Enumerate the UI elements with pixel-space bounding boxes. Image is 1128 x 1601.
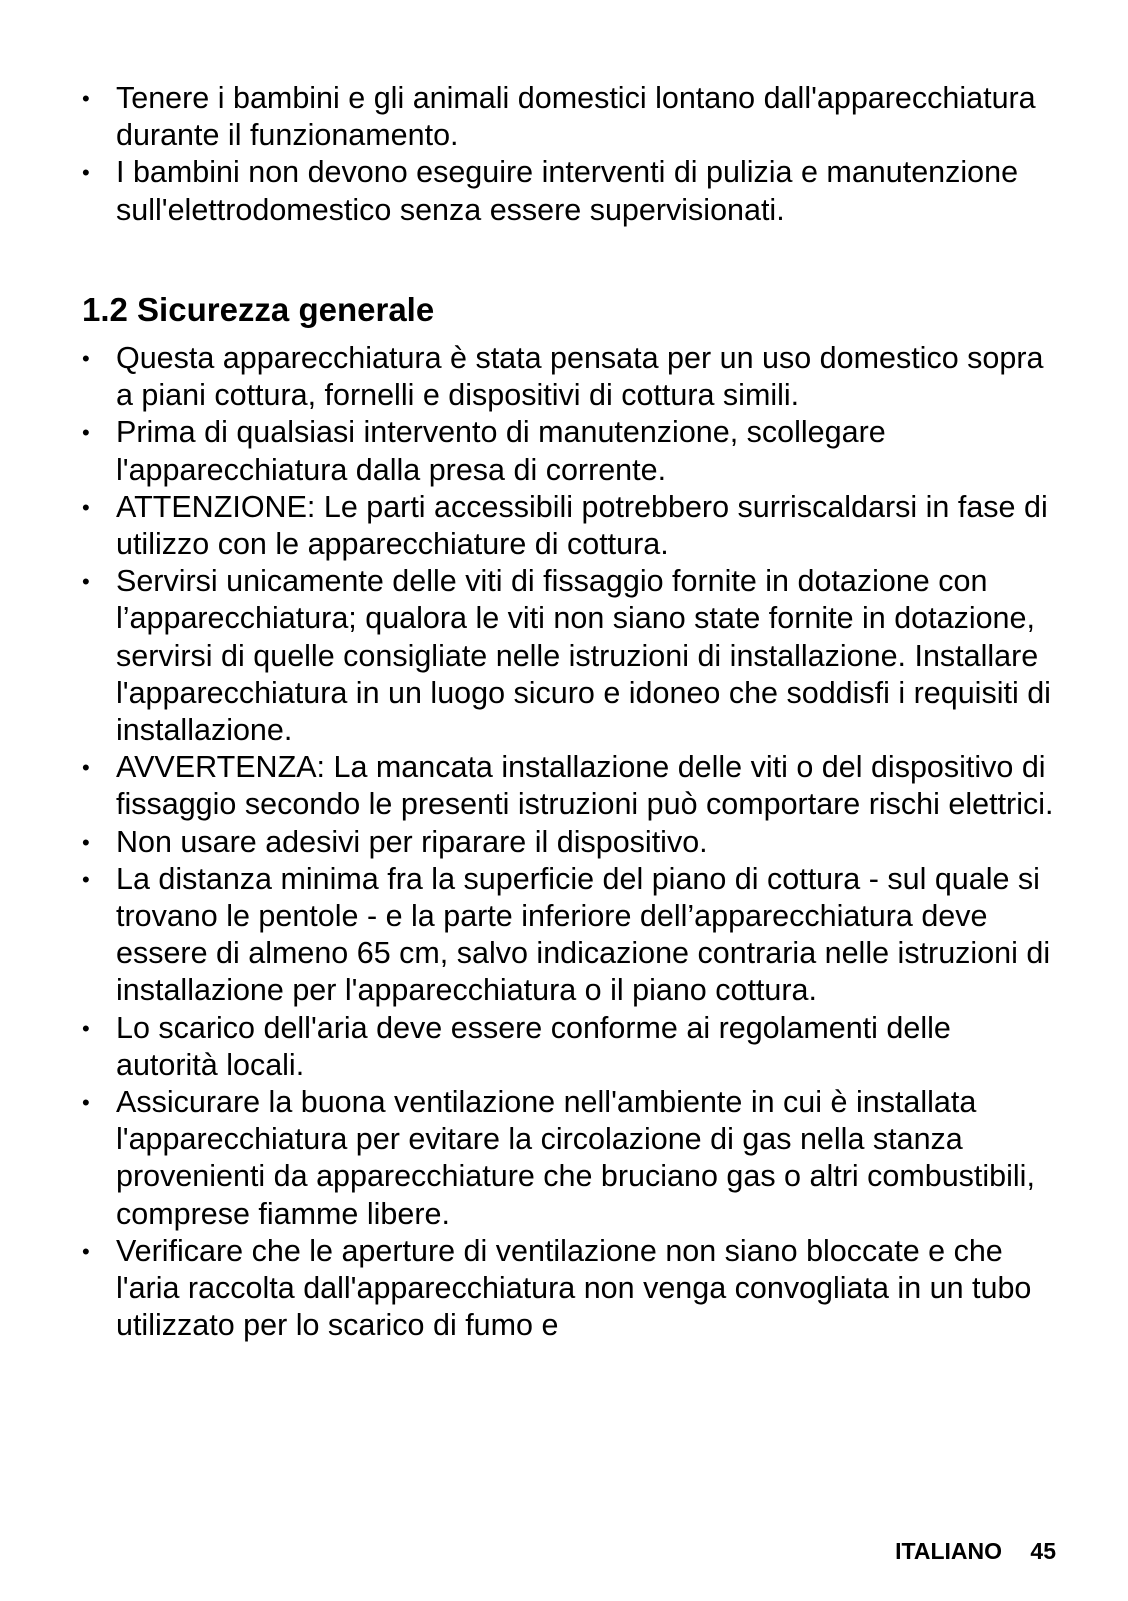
section-heading: 1.2 Sicurezza generale	[82, 291, 435, 328]
list-item-text: Questa apparecchiatura è stata pensata per un uso domestico sopra a piani cottura, fornelli e dispositivi di cottura simili.	[116, 341, 1044, 413]
bullet-icon: •	[82, 346, 90, 371]
list-item	[82, 1233, 1058, 1345]
bullet-icon: •	[82, 829, 90, 855]
footer-language: ITALIANO	[895, 1538, 1003, 1564]
list-item	[82, 824, 1058, 861]
list-item-text: Non usare adesivi per riparare il dispositivo.	[116, 824, 708, 859]
page-number: 45	[1030, 1538, 1056, 1564]
bullet-icon: •	[82, 494, 90, 520]
list-item-text: Lo scarico dell'aria deve essere conforme ai regolamenti delle autorità locali.	[116, 1010, 951, 1082]
list-item	[82, 563, 1058, 749]
list-item	[82, 861, 1058, 1010]
safety-bullet-list	[82, 340, 1058, 1344]
list-item	[82, 489, 1058, 563]
list-item-text: Prima di qualsiasi intervento di manutenzione, scollegare l'apparecchiatura dalla presa di corrente.	[116, 415, 886, 487]
list-item	[82, 80, 1058, 154]
intro-bullet-list	[82, 80, 1058, 229]
list-item-text: Servirsi unicamente delle viti di fissaggio fornite in dotazione con l’apparecchiatura; qualora le viti non siano state fornite in dotazione, servirsi di quelle consigliate nelle istruzioni di installazione. Installare l'apparecchiatura in un luogo sicuro e idoneo che soddisfi i requisiti di installazione.	[116, 564, 1051, 748]
bullet-icon: •	[82, 160, 90, 186]
bullet-icon: •	[82, 420, 90, 446]
bullet-icon: •	[82, 569, 90, 595]
bullet-icon: •	[82, 1015, 90, 1041]
bullet-icon: •	[82, 866, 90, 892]
list-item-text: AVVERTENZA: La mancata installazione delle viti o del dispositivo di fissaggio secondo le presenti istruzioni può comportare rischi elettrici.	[116, 750, 1054, 822]
list-item-text: I bambini non devono eseguire interventi di pulizia e manutenzione sull'elettrodomestico senza essere supervisionati.	[116, 155, 1019, 227]
list-item-text: Verificare che le aperture di ventilazione non siano bloccate e che l'aria raccolta dall'apparecchiatura non venga convogliata in un tubo utilizzato per lo scarico di fumo e	[116, 1233, 1032, 1343]
list-item-text: La distanza minima fra la superficie del piano di cottura - sul quale si trovano le pentole - e la parte inferiore dell’apparecchiatura deve essere di almeno 65 cm, salvo indicazione contraria nelle istruzioni di installazione per l'apparecchiatura o il piano cottura.	[116, 861, 1051, 1008]
bullet-icon: •	[82, 1090, 90, 1116]
list-item	[82, 749, 1058, 823]
list-item-text: Tenere i bambini e gli animali domestici lontano dall'apparecchiatura durante il funzionamento.	[116, 81, 1036, 153]
list-item-text: Assicurare la buona ventilazione nell'ambiente in cui è installata l'apparecchiatura per evitare la circolazione di gas nella stanza provenienti da apparecchiature che bruciano gas o altri combustibili, comprese fiamme libere.	[116, 1085, 1035, 1231]
page-footer	[895, 1537, 1056, 1565]
list-item-text: ATTENZIONE: Le parti accessibili potrebbero surriscaldarsi in fase di utilizzo con le apparecchiature di cottura.	[116, 489, 1048, 562]
list-item	[82, 154, 1058, 228]
bullet-icon: •	[82, 755, 90, 781]
list-item	[82, 340, 1058, 414]
bullet-icon: •	[82, 1238, 90, 1264]
bullet-icon: •	[82, 86, 90, 111]
list-item	[82, 1084, 1058, 1233]
list-item	[82, 1010, 1058, 1084]
list-item	[82, 414, 1058, 488]
